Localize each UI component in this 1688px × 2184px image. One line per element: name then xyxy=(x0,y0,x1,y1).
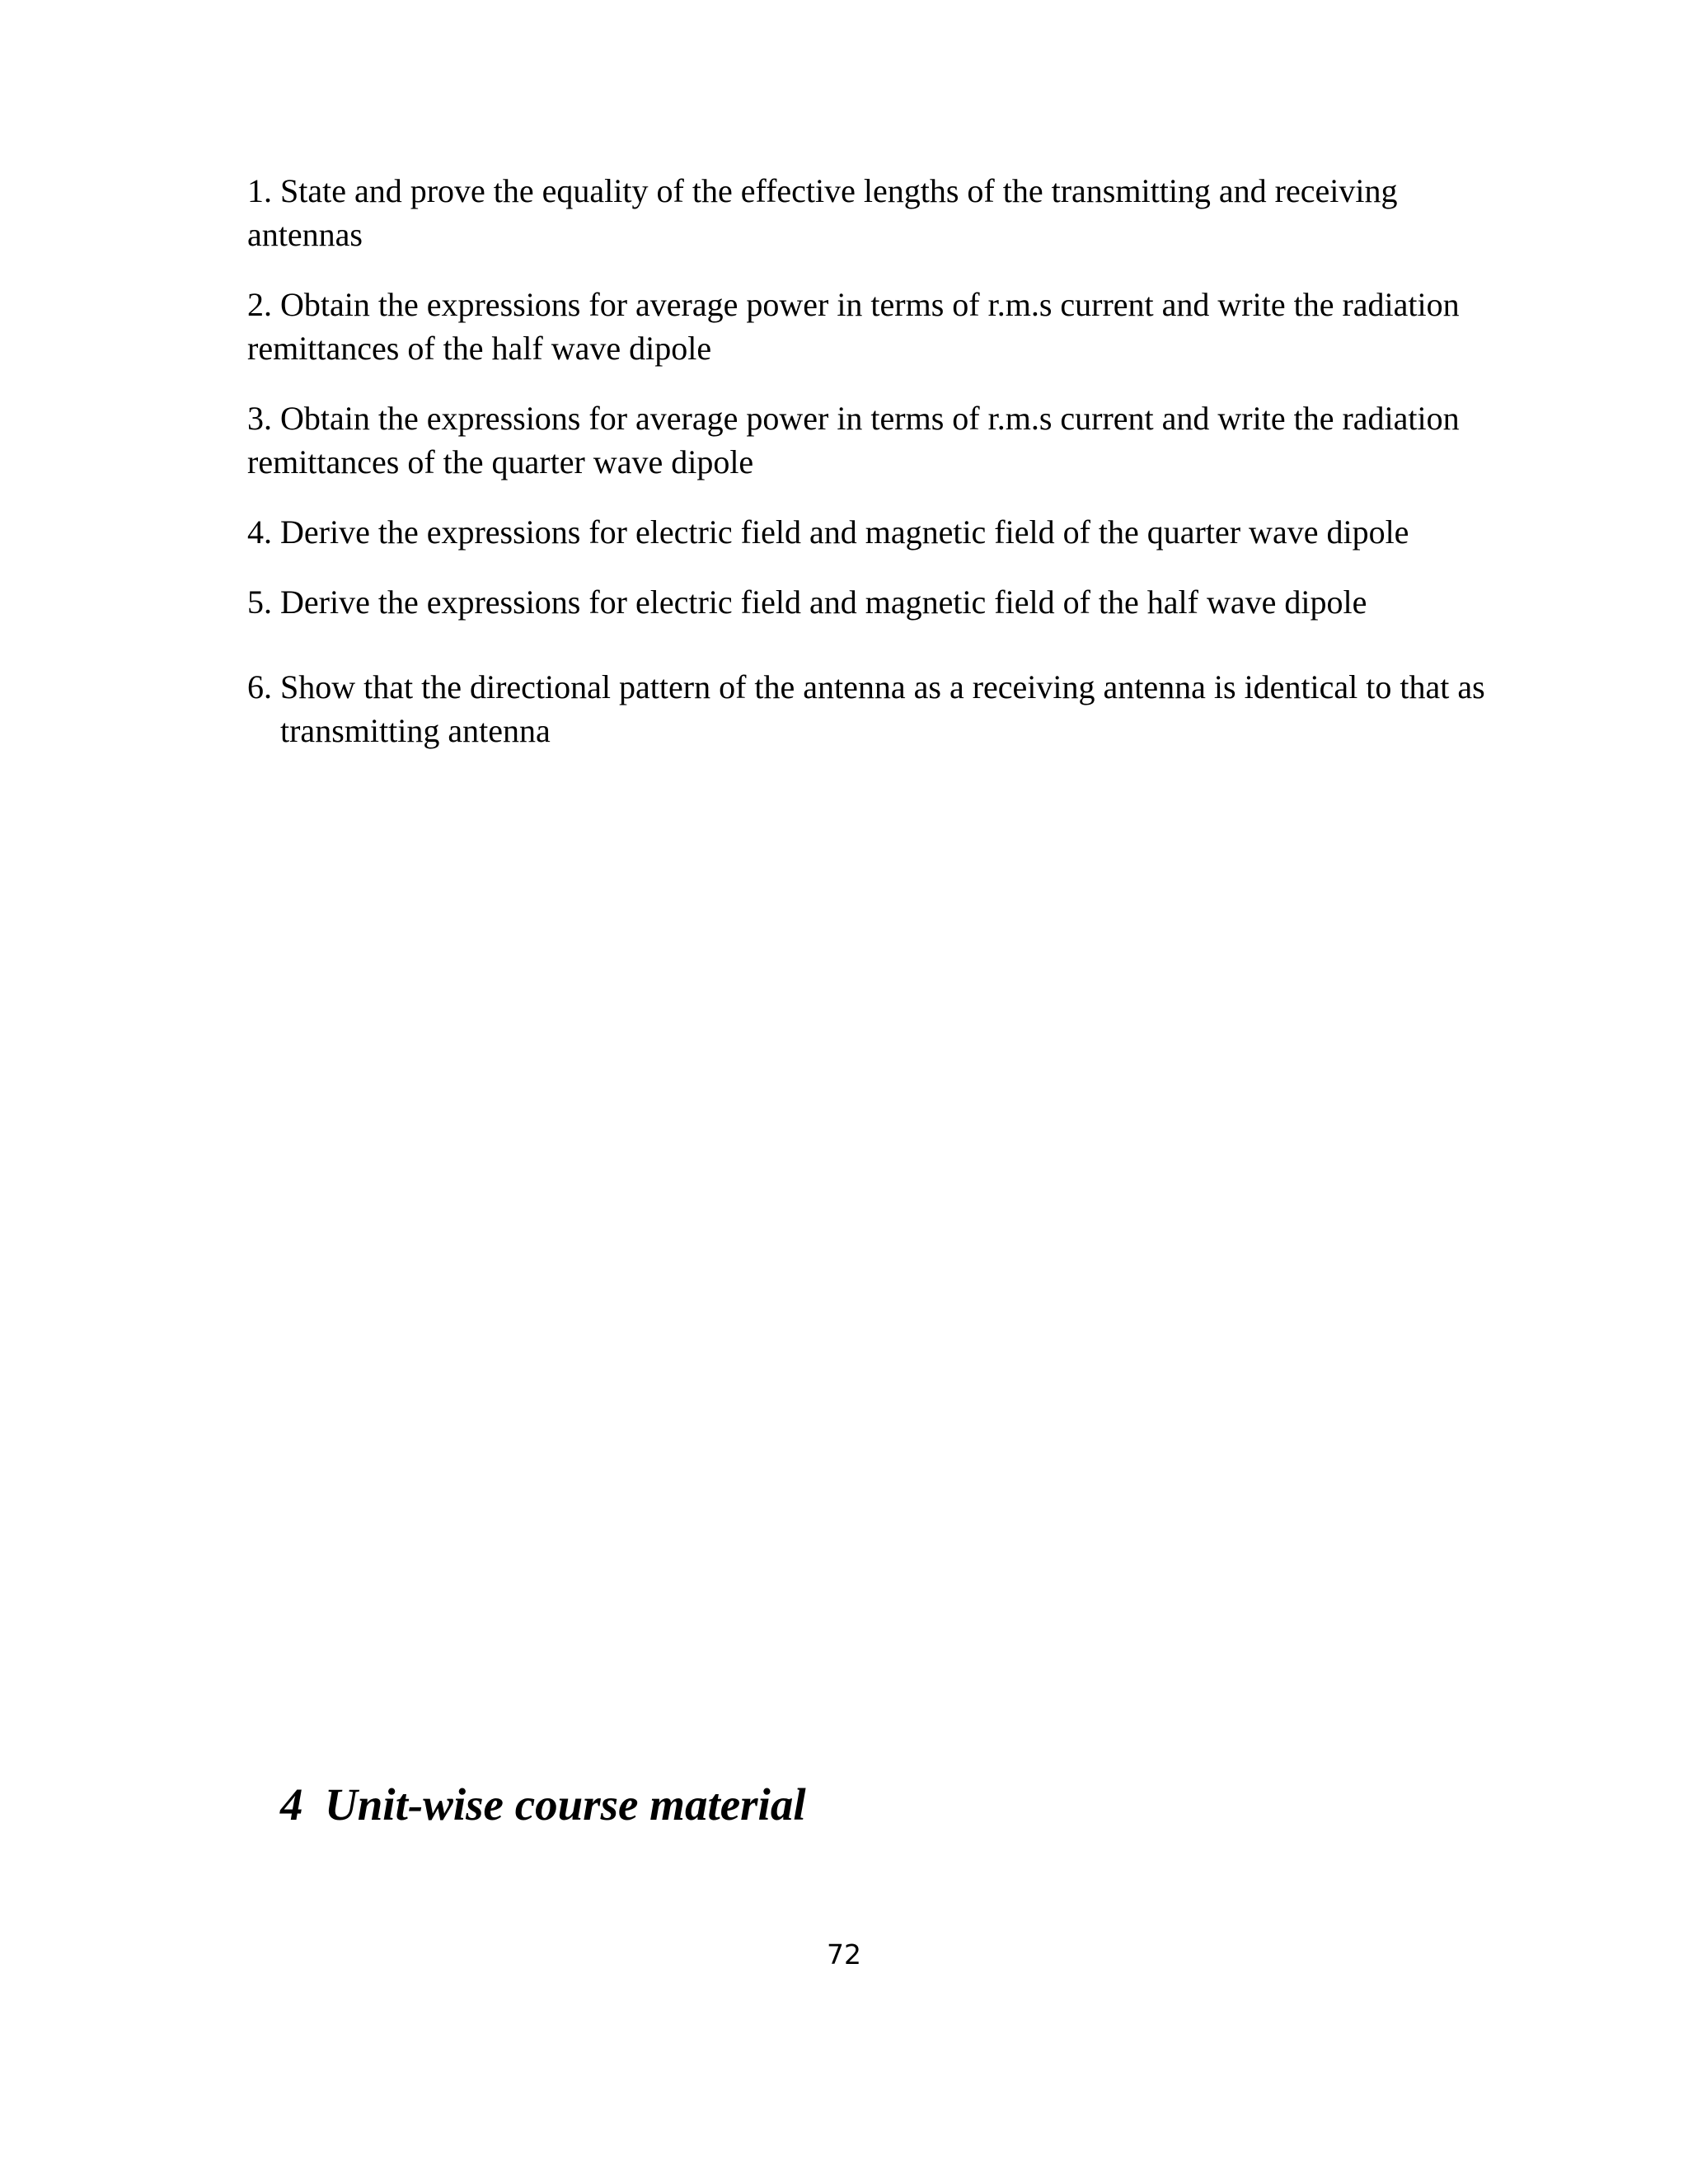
page-number: 72 xyxy=(827,1938,861,1971)
section-number: 4 xyxy=(280,1779,303,1830)
section-heading xyxy=(280,1779,806,1830)
question-3: 3. Obtain the expressions for average power in terms of r.m.s current and write the radiation remittances of the quarter wave dipole xyxy=(247,400,1460,480)
question-6: 6. Show that the directional pattern of the antenna as a receiving antenna is identical to that as transmitting antenna xyxy=(247,668,1485,749)
question-1: 1. State and prove the equality of the effective lengths of the transmitting and receiving antennas xyxy=(247,172,1398,253)
section-title: Unit-wise course material xyxy=(325,1779,806,1830)
question-4: 4. Derive the expressions for electric field and magnetic field of the quarter wave dipole xyxy=(247,513,1409,551)
question-5: 5. Derive the expressions for electric field and magnetic field of the half wave dipole xyxy=(247,583,1367,621)
question-2: 2. Obtain the expressions for average power in terms of r.m.s current and write the radiation remittances of the half wave dipole xyxy=(247,286,1460,367)
